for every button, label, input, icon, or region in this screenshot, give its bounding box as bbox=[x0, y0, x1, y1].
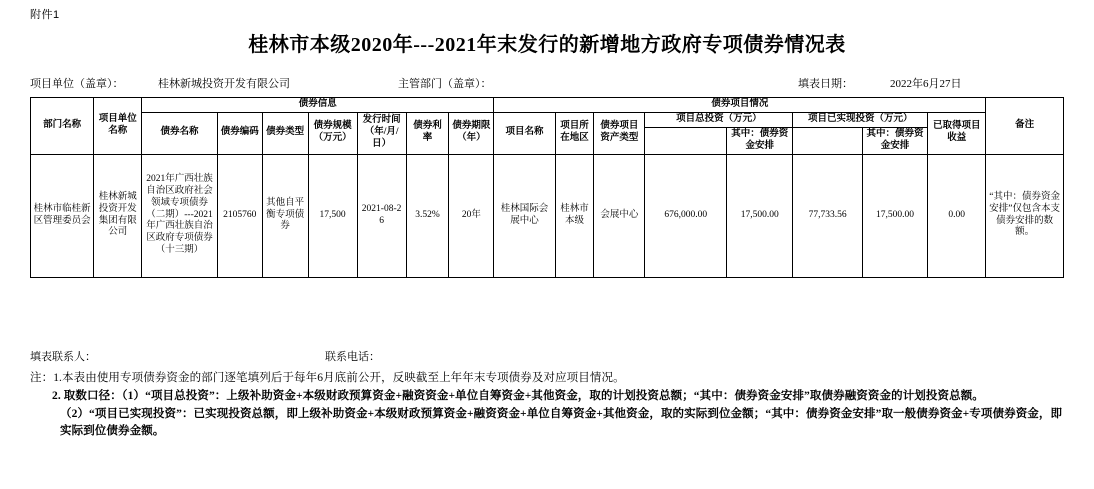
cell-remarks: “其中：债券资金安排”仅包含本支债券安排的数额。 bbox=[986, 154, 1064, 277]
table-header-sub-row bbox=[31, 112, 1064, 127]
cell-realized-investment: 77,733.56 bbox=[793, 154, 862, 277]
col-total-of-which-bond-funds: 其中：债券资金安排 bbox=[727, 127, 793, 154]
table-row bbox=[31, 154, 1064, 277]
cell-project-asset-type: 会展中心 bbox=[594, 154, 645, 277]
col-bond-rate: 债券利率 bbox=[406, 112, 449, 154]
cell-dept-name: 桂林市临桂新区管理委员会 bbox=[31, 154, 94, 277]
page-title: 桂林市本级2020年---2021年末发行的新增地方政府专项债券情况表 bbox=[248, 34, 846, 56]
col-remarks: 备注 bbox=[986, 98, 1064, 155]
col-project-name: 项目名称 bbox=[494, 112, 555, 154]
col-project-unit-name: 项目单位名称 bbox=[94, 98, 142, 155]
cell-project-name: 桂林国际会展中心 bbox=[494, 154, 555, 277]
col-bond-scale: 债券规模（万元） bbox=[308, 112, 357, 154]
group-total-investment: 项目总投资（万元） bbox=[645, 112, 793, 127]
note-line-3: （2）“项目已实现投资”：已实现投资总额，即上级补助资金+本级财政预算资金+融资资金+单位自筹资金+其他资金，取的实际到位金额；“其中：债券资金安排”取一般债券资金+专项债券资金，即实际到位债券金额。 bbox=[60, 407, 1063, 438]
col-total-investment-blank bbox=[645, 127, 727, 154]
cell-bond-scale: 17,500 bbox=[308, 154, 357, 277]
col-bond-type: 债券类型 bbox=[262, 112, 308, 154]
col-realized-of-which-bond-funds: 其中：债券资金安排 bbox=[862, 127, 927, 154]
meta-row bbox=[30, 73, 1064, 91]
cell-bond-rate: 3.52% bbox=[406, 154, 449, 277]
table-header-group-row bbox=[31, 98, 1064, 113]
cell-bond-name: 2021年广西壮族自治区政府社会领域专项债券（二期）---2021年广西壮族自治区政府专项债券（十三期） bbox=[142, 154, 218, 277]
note-line-1: 注：1.本表由使用专项债券资金的部门逐笔填列后于每年6月底前公开，反映截至上年年末专项债券及对应项目情况。 bbox=[30, 372, 625, 384]
cell-bond-code: 2105760 bbox=[217, 154, 262, 277]
cell-bond-term: 20年 bbox=[449, 154, 494, 277]
cell-obtained-income: 0.00 bbox=[928, 154, 986, 277]
cell-bond-type: 其他自平衡专项债券 bbox=[262, 154, 308, 277]
col-bond-term: 债券期限（年） bbox=[449, 112, 494, 154]
project-unit-label: 项目单位（盖章）： bbox=[30, 78, 124, 90]
cell-project-region: 桂林市本级 bbox=[555, 154, 594, 277]
group-project-info: 债券项目情况 bbox=[494, 98, 986, 113]
col-project-region: 项目所在地区 bbox=[555, 112, 594, 154]
cell-issue-date: 2021-08-26 bbox=[357, 154, 406, 277]
contact-phone-label: 联系电话： bbox=[325, 351, 380, 363]
col-realized-investment-blank bbox=[793, 127, 862, 154]
supervising-dept-label: 主管部门（盖章）： bbox=[398, 78, 492, 90]
col-obtained-income: 已取得项目收益 bbox=[928, 112, 986, 154]
cell-realized-of-which-bond-funds: 17,500.00 bbox=[862, 154, 927, 277]
cell-total-of-which-bond-funds: 17,500.00 bbox=[727, 154, 793, 277]
col-bond-code: 债券编码 bbox=[217, 112, 262, 154]
project-unit-value: 桂林新城投资开发有限公司 bbox=[158, 78, 290, 90]
col-project-asset-type: 债券项目资产类型 bbox=[594, 112, 645, 154]
col-bond-name: 债券名称 bbox=[142, 112, 218, 154]
col-dept-name: 部门名称 bbox=[31, 98, 94, 155]
note-line-2: 2. 取数口径：（1）“项目总投资”：上级补助资金+本级财政预算资金+融资资金+单位自筹资金+其他资金，取的计划投资总额；“其中：债券资金安排”取债券融资资金的计划投资总额。 bbox=[52, 389, 984, 402]
fill-date-label: 填表日期： bbox=[798, 78, 853, 90]
cell-project-unit-name: 桂林新城投资开发集团有限公司 bbox=[94, 154, 142, 277]
group-realized-investment: 项目已实现投资（万元） bbox=[793, 112, 928, 127]
cell-total-investment: 676,000.00 bbox=[645, 154, 727, 277]
bond-table bbox=[30, 97, 1064, 278]
contact-person-label: 填表联系人： bbox=[30, 351, 96, 363]
fill-date-value: 2022年6月27日 bbox=[890, 78, 962, 90]
group-bond-info: 债券信息 bbox=[142, 98, 494, 113]
col-issue-date: 发行时间（年/月/日） bbox=[357, 112, 406, 154]
attachment-label: 附件1 bbox=[30, 9, 60, 21]
notes-section bbox=[30, 370, 1070, 441]
